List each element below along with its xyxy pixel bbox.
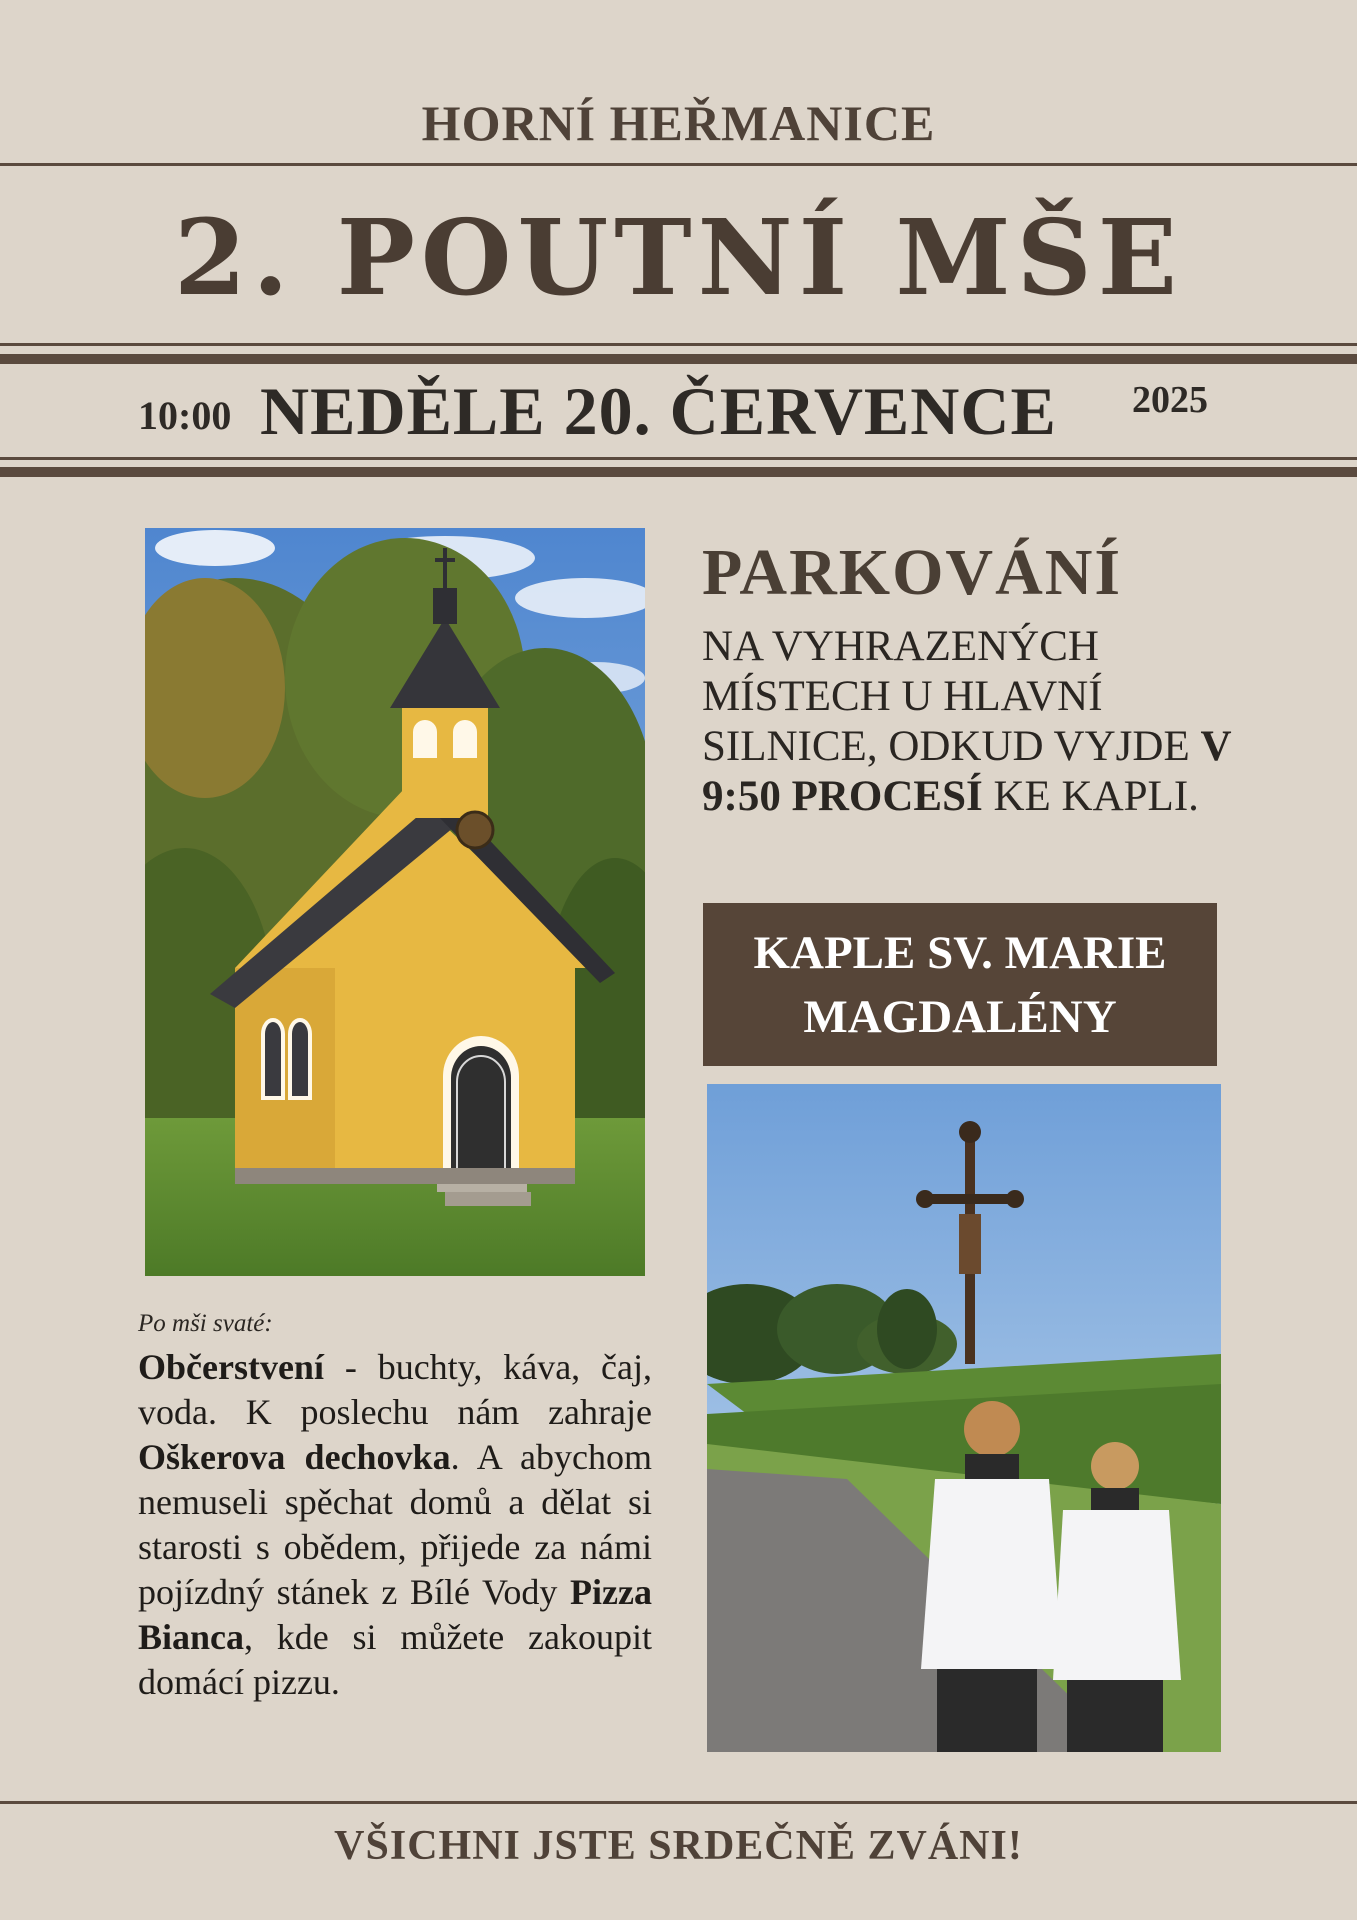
parking-text: NA VYHRAZENÝCH MÍSTECH U HLAVNÍ SILNICE, ODKUD VYJDE V 9:50 PROCESÍ KE KAPLI. [702, 623, 1231, 820]
after-mass-label: Po mši svaté: [138, 1310, 273, 1337]
chapel-name-line2: MAGDALÉNY [803, 990, 1117, 1043]
chapel-name-line1: KAPLE SV. MARIE [753, 926, 1167, 979]
chapel-photo [145, 528, 645, 1276]
page-title: 2. POUTNÍ MŠE [173, 196, 1184, 319]
title-rule-thin [0, 343, 1357, 346]
date-rule-thick [0, 467, 1357, 477]
date-rule-thin [0, 457, 1357, 460]
procession-photo [707, 1084, 1221, 1752]
top-rule [0, 163, 1357, 166]
chapel-name-box [703, 903, 1217, 1066]
parking-heading: PARKOVÁNÍ [702, 536, 1123, 609]
event-date: NEDĚLE 20. ČERVENCE [260, 373, 1057, 449]
footer-invitation: VŠICHNI JSTE SRDEČNĚ ZVÁNI! [334, 1823, 1023, 1869]
location-subtitle: HORNÍ HEŘMANICE [421, 95, 936, 151]
event-time: 10:00 [138, 393, 232, 438]
event-year: 2025 [1132, 379, 1208, 421]
footer-rule [0, 1801, 1357, 1804]
title-rule-thick [0, 354, 1357, 364]
after-mass-text: Občerstvení - buchty, káva, čaj, voda. K poslechu nám zahraje Oškerova dechovka. A abychom nemuseli spěchat domů a dělat si starosti s obědem, přijede za námi pojízdný stánek z Bílé Vody Pizza Bianca, kde si můžete zakoupit domácí pizzu. [138, 1347, 652, 1702]
